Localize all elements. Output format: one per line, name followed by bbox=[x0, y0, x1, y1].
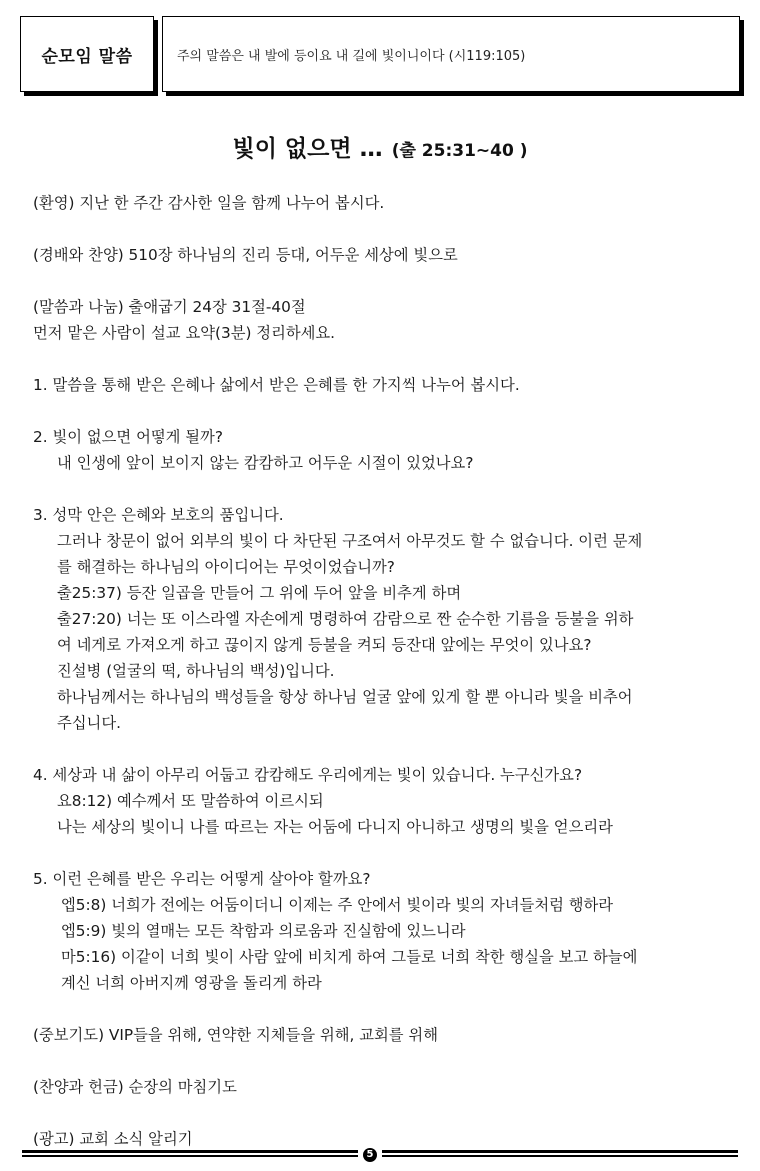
question-2: 2. 빛이 없으면 어떻게 될까? bbox=[33, 428, 223, 446]
question-3-line: 진설병 (얼굴의 떡, 하나님의 백성)입니다. bbox=[57, 662, 335, 680]
study-content bbox=[33, 190, 733, 1152]
question-3-line: 를 해결하는 하나님의 아이디어는 무엇이었습니까? bbox=[57, 558, 395, 576]
page-number: 5 bbox=[363, 1148, 377, 1162]
notice-line: (광고) 교회 소식 알리기 bbox=[33, 1130, 193, 1148]
section-label-box bbox=[20, 16, 154, 92]
title-main: 빛이 없으면 … bbox=[232, 136, 383, 162]
question-3-line: 하나님께서는 하나님의 백성들을 항상 하나님 얼굴 앞에 있게 할 뿐 아니라 빛을 비추어 bbox=[57, 688, 633, 706]
question-1: 1. 말씀을 통해 받은 은혜나 삶에서 받은 은혜를 한 가지씩 나누어 봅시다. bbox=[33, 376, 520, 394]
question-5-verse: 엡5:9) 빛의 열매는 모든 착함과 의로움과 진실함에 있느니라 bbox=[61, 922, 466, 940]
theme-verse-box bbox=[162, 16, 740, 92]
question-4-verse: 나는 세상의 빛이니 나를 따르는 자는 어둠에 다니지 아니하고 생명의 빛을 얻으리라 bbox=[57, 818, 613, 836]
question-3-line: 주십니다. bbox=[57, 714, 121, 732]
word-line: (말씀과 나눔) 출애굽기 24장 31절-40절 bbox=[33, 298, 306, 316]
question-3-verse: 출27:20) 너는 또 이스라엘 자손에게 명령하여 감람으로 짠 순수한 기름을 등불을 위하 bbox=[57, 610, 634, 628]
question-3-verse: 출25:37) 등잔 일곱을 만들어 그 위에 두어 앞을 비추게 하며 bbox=[57, 584, 462, 602]
title-reference: (출 25:31~40 ) bbox=[391, 141, 528, 161]
offering-line: (찬양과 헌금) 순장의 마침기도 bbox=[33, 1078, 237, 1096]
question-4-verse: 요8:12) 예수께서 또 말씀하여 이르시되 bbox=[57, 792, 324, 810]
question-5-verse: 계신 너희 아버지께 영광을 돌리게 하라 bbox=[61, 974, 322, 992]
welcome-line: (환영) 지난 한 주간 감사한 일을 함께 나누어 봅시다. bbox=[33, 194, 385, 212]
question-2-detail: 내 인생에 앞이 보이지 않는 캄캄하고 어두운 시절이 있었나요? bbox=[57, 454, 474, 472]
page-title bbox=[0, 130, 760, 163]
question-4: 4. 세상과 내 삶이 아무리 어둡고 캄캄해도 우리에게는 빛이 있습니다. 누구신가요? bbox=[33, 766, 583, 784]
page-footer bbox=[22, 1148, 738, 1162]
question-3: 3. 성막 안은 은혜와 보호의 품입니다. bbox=[33, 506, 284, 524]
question-3-line: 그러나 창문이 없어 외부의 빛이 다 차단된 구조여서 아무것도 할 수 없습니다. 이런 문제 bbox=[57, 532, 643, 550]
question-5: 5. 이런 은혜를 받은 우리는 어떻게 살아야 할까요? bbox=[33, 870, 371, 888]
question-5-verse: 엡5:8) 너희가 전에는 어둠이더니 이제는 주 안에서 빛이라 빛의 자녀들처럼 행하라 bbox=[61, 896, 614, 914]
summary-line: 먼저 맡은 사람이 설교 요약(3분) 정리하세요. bbox=[33, 324, 336, 342]
worship-line: (경배와 찬양) 510장 하나님의 진리 등대, 어두운 세상에 빛으로 bbox=[33, 246, 458, 264]
footer-rule-left bbox=[22, 1150, 358, 1157]
theme-verse: 주의 말씀은 내 발에 등이요 내 길에 빛이니이다 (시119:105) bbox=[177, 48, 526, 64]
prayer-line: (중보기도) VIP들을 위해, 연약한 지체들을 위해, 교회를 위해 bbox=[33, 1026, 438, 1044]
section-label: 순모임 말씀 bbox=[41, 46, 133, 67]
question-5-verse: 마5:16) 이같이 너희 빛이 사람 앞에 비치게 하여 그들로 너희 착한 행실을 보고 하늘에 bbox=[61, 948, 638, 966]
footer-rule-right bbox=[382, 1150, 738, 1157]
question-3-line: 여 네게로 가져오게 하고 끊이지 않게 등불을 켜되 등잔대 앞에는 무엇이 있나요? bbox=[57, 636, 592, 654]
